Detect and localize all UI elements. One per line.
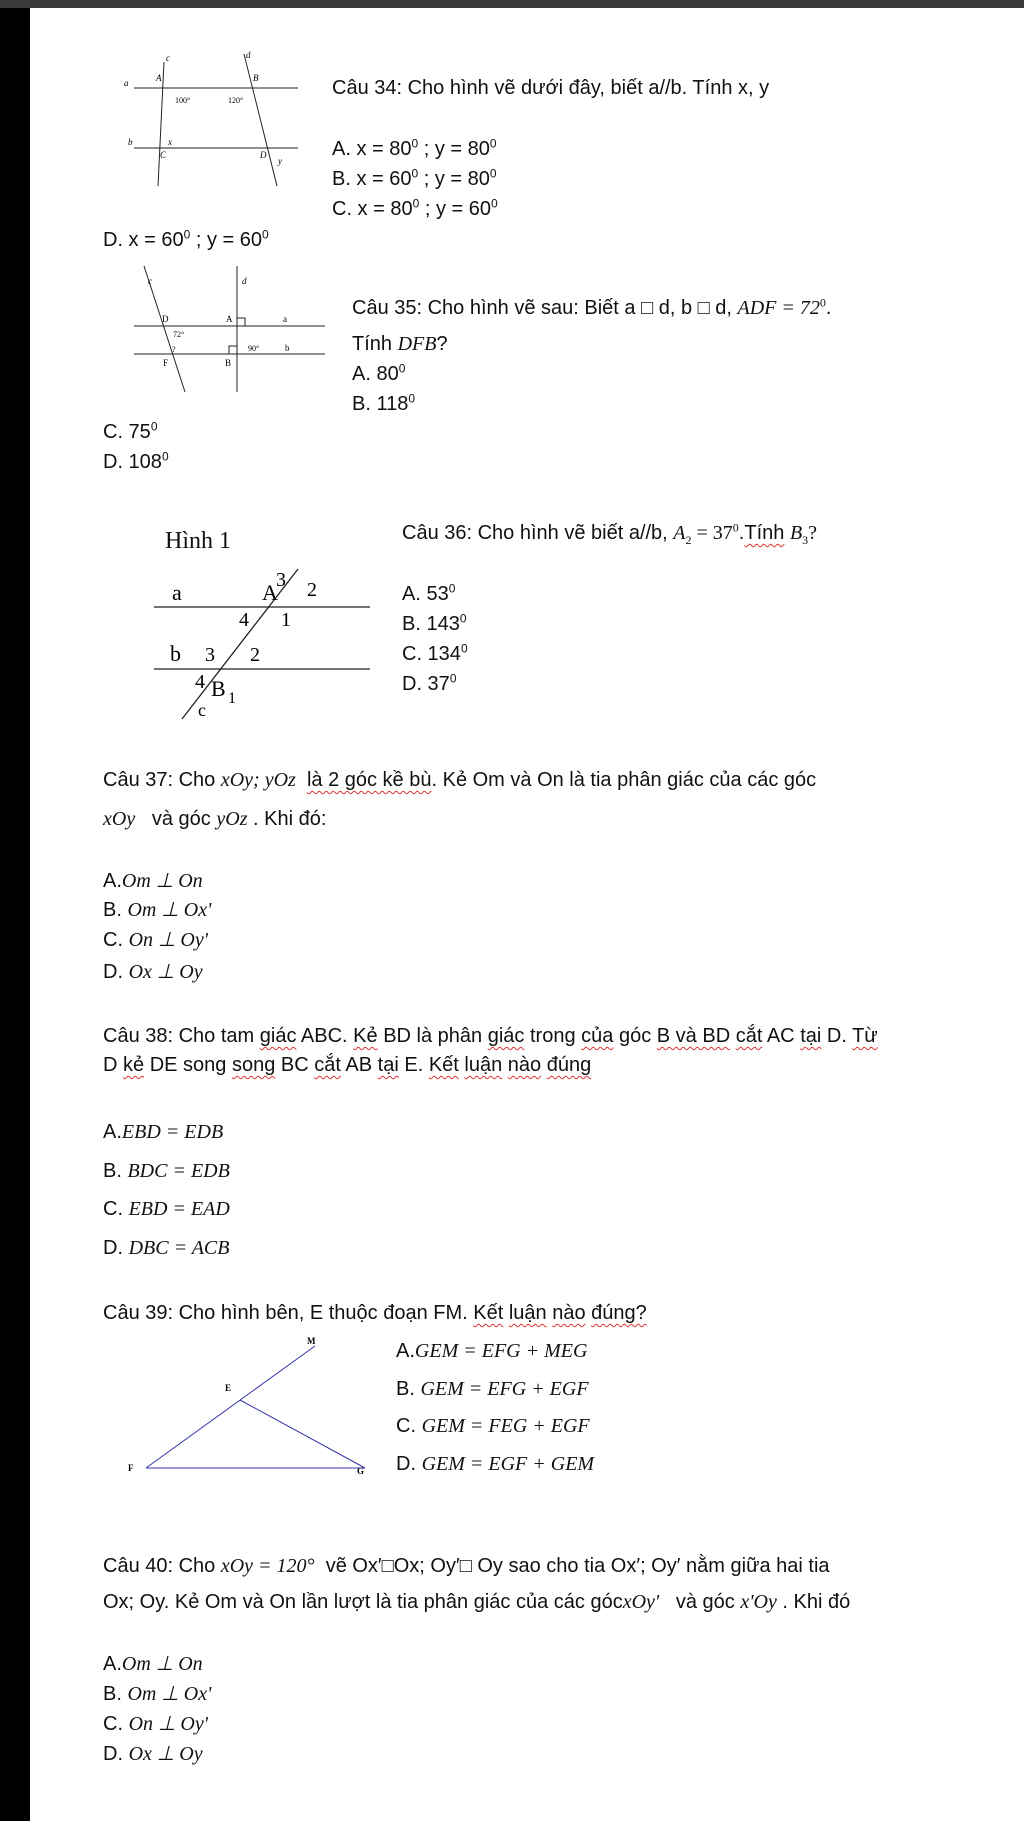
q38-option-a: A.EBD = EDB (103, 1121, 224, 1143)
q39-option-d: D. GEM = EGF + GEM (396, 1453, 595, 1475)
q34-label-C: C (160, 150, 167, 160)
q39-option-a: A.GEM = EFG + MEG (396, 1340, 588, 1362)
q38-question-line1: Câu 38: Cho tam giác ABC. Kẻ BD là phân giác trong của góc B và BD cắt AC tại D. Từ (103, 1025, 878, 1047)
q40-option-d: D. Ox ⊥ Oy (103, 1743, 203, 1765)
q37-option-b: B. Om ⊥ Ox' (103, 899, 212, 921)
q37-question-line2: xOy và góc yOz . Khi đó: (103, 808, 327, 830)
q38-option-d: D. DBC = ACB (103, 1237, 230, 1259)
q37-option-a: A.Om ⊥ On (103, 870, 203, 892)
q40-question-line2: Ox; Oy. Kẻ Om và On lần lượt là tia phân giác của các gócxOy' và góc x'Oy . Khi đó (103, 1591, 851, 1613)
q36-angle-A3: 3 (276, 569, 286, 591)
q35-option-b: B. $118^0$ (352, 391, 416, 415)
q36-figure (150, 566, 380, 726)
q36-label-c: c (198, 700, 206, 720)
q35-ask: Tính DFB? (352, 333, 448, 355)
q40-option-b: B. Om ⊥ Ox' (103, 1683, 212, 1705)
q34-label-c: c (166, 53, 170, 63)
q36-option-a: A. $53^0$ (402, 581, 456, 605)
q35-label-D: D (162, 314, 169, 324)
q35-option-c: C. $75^0$ (103, 419, 158, 443)
q34-option-c: C. $x = 80^0$ ; $y = 60^0$ (332, 196, 498, 220)
q34-figure (120, 48, 310, 188)
q39-figure (125, 1335, 380, 1475)
q39-label-G: G (357, 1466, 365, 1475)
q36-angle-B4: 4 (195, 671, 205, 693)
q34-angle-100: 100° (175, 96, 191, 105)
q37-option-c: C. On ⊥ Oy' (103, 929, 209, 951)
q35-label-B: B (225, 358, 232, 368)
q35-label-b: b (285, 343, 290, 353)
q39-label-F: F (128, 1463, 134, 1473)
q35-label-F: F (163, 358, 169, 368)
q36-figure-title: Hình 1 (165, 528, 231, 554)
q36-option-b: B. $143^0$ (402, 611, 467, 635)
q35-angle-unknown: ? (172, 345, 176, 354)
q36-angle-B2: 2 (250, 644, 260, 666)
q36-angle-A1: 1 (281, 609, 291, 631)
q38-question-line2: D kẻ DE song song BC cắt AB tại E. Kết luận nào đúng (103, 1054, 592, 1076)
q40-option-c: C. On ⊥ Oy' (103, 1713, 209, 1735)
q36-label-b: b (170, 641, 181, 666)
q34-angle-120: 120° (228, 96, 244, 105)
q36-option-d: D. $37^0$ (402, 671, 457, 695)
q36-label-B: B (211, 676, 226, 701)
q35-label-c: c (148, 276, 152, 286)
q35-figure (130, 262, 330, 397)
q40-option-a: A.Om ⊥ On (103, 1653, 203, 1675)
q34-option-b: B. $x = 60^0$ ; $y = 80^0$ (332, 166, 497, 190)
q38-option-b: B. BDC = EDB (103, 1160, 230, 1182)
q35-label-A: A (226, 314, 233, 324)
top-bar (0, 0, 1024, 8)
q40-question-line1: Câu 40: Cho xOy = 120° vẽ Ox′□Ox; Oy′□ Oy sao cho tia Ox′; Oy′ nằm giữa hai tia (103, 1555, 830, 1577)
q35-label-a: a (283, 314, 287, 324)
q39-option-b: B. GEM = EFG + EGF (396, 1378, 589, 1400)
q35-angle-90: 90° (248, 344, 260, 353)
q35-option-d: D. $108^0$ (103, 449, 169, 473)
q36-label-B1: 1 (228, 690, 236, 707)
q37-question-line1: Câu 37: Cho xOy; yOz là 2 góc kề bù. Kẻ Om và On là tia phân giác của các góc (103, 769, 817, 791)
q39-question: Câu 39: Cho hình bên, E thuộc đoạn FM. Kết luận nào đúng? (103, 1302, 647, 1324)
q36-label-a: a (172, 580, 182, 605)
q34-label-a: a (124, 78, 129, 88)
q35-question: Câu 35: Cho hình vẽ sau: Biết a □ d, b □ d, ADF = $72^0$. (352, 295, 832, 319)
q34-label-B: B (253, 73, 259, 83)
q36-angle-B3: 3 (205, 644, 215, 666)
q39-label-M: M (307, 1336, 316, 1346)
q34-label-y: y (278, 156, 282, 166)
q34-label-A: A (156, 73, 162, 83)
q39-label-E: E (225, 1383, 232, 1393)
q38-option-c: C. EBD = EAD (103, 1198, 230, 1220)
q36-angle-A2: 2 (307, 579, 317, 601)
q35-option-a: A. $80^0$ (352, 361, 406, 385)
q35-label-d: d (242, 276, 247, 286)
q34-label-D: D (260, 150, 267, 160)
q34-label-x: x (168, 137, 172, 147)
q34-question: Câu 34: Cho hình vẽ dưới đây, biết a//b. Tính x, y (332, 77, 770, 99)
q37-option-d: D. Ox ⊥ Oy (103, 961, 203, 983)
q36-option-c: C. $134^0$ (402, 641, 468, 665)
q39-option-c: C. GEM = FEG + EGF (396, 1415, 590, 1437)
q35-angle-72: 72° (173, 330, 185, 339)
q34-option-a: A. $x = 80^0$ ; $y = 80^0$ (332, 136, 497, 160)
q34-label-d: d (246, 50, 251, 60)
q36-label-A: A (262, 580, 278, 605)
q36-question: Câu 36: Cho hình vẽ biết a//b, $A_2$ = $37^0.Tính$ $B_3$? (402, 520, 818, 547)
q34-option-d: D. $x = 60^0$ ; $y = 60^0$ (103, 227, 269, 251)
q34-label-b: b (128, 137, 133, 147)
q36-angle-A4: 4 (239, 609, 249, 631)
